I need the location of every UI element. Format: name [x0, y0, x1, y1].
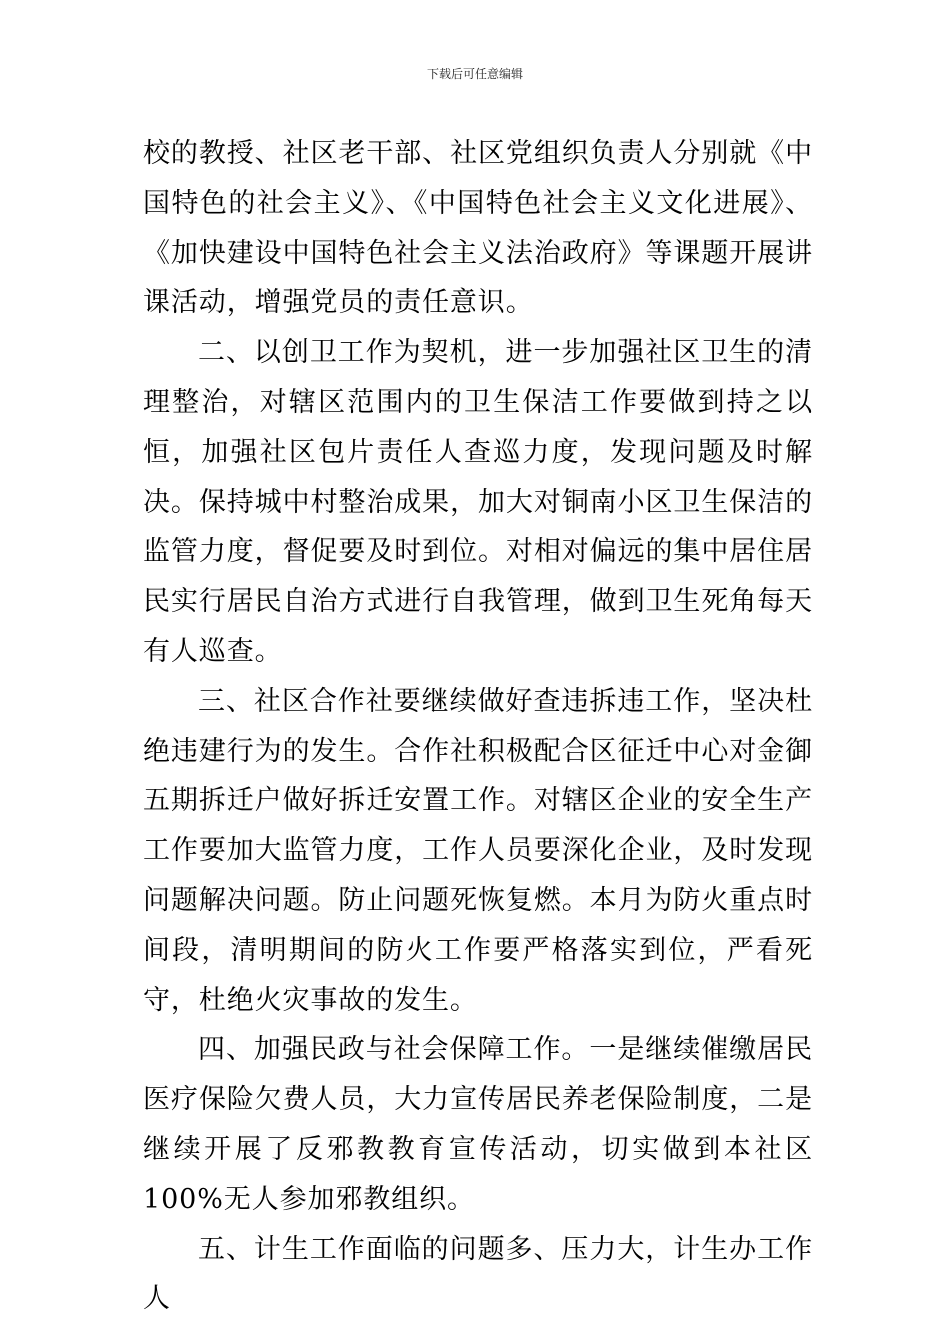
- paragraph-item-5: 五、计生工作面临的问题多、压力大，计生办工作人: [143, 1233, 813, 1315]
- document-body: [143, 129, 813, 1324]
- header-note: 下载后可任意编辑: [426, 67, 523, 81]
- paragraph-item-4: 四、加强民政与社会保障工作。一是继续催缴居民医疗保险欠费人员，大力宣传居民养老保险制度，二是继续开展了反邪教教育宣传活动，切实做到本社区 100%无人参加邪教组织。: [143, 1034, 813, 1215]
- paragraph-item-2: 二、以创卫工作为契机，进一步加强社区卫生的清理整治，对辖区范围内的卫生保洁工作要做到持之以恒，加强社区包片责任人查巡力度，发现问题及时解决。保持城中村整治成果，加大对铜南小区卫生保洁的监管力度，督促要及时到位。对相对偏远的集中居住居民实行居民自治方式进行自我管理，做到卫生死角每天有人巡查。: [143, 337, 813, 667]
- paragraph-continuation: 校的教授、社区老干部、社区党组织负责人分别就《中国特色的社会主义》、《中国特色社会主义文化进展》、《加快建设中国特色社会主义法治政府》等课题开展讲课活动，增强党员的责任意识。: [143, 138, 813, 319]
- paragraph-item-3: 三、社区合作社要继续做好查违拆违工作，坚决杜绝违建行为的发生。合作社积极配合区征迁中心对金御五期拆迁户做好拆迁安置工作。对辖区企业的安全生产工作要加大监管力度，工作人员要深化企业，及时发现问题解决问题。防止问题死恢复燃。本月为防火重点时间段，清明期间的防火工作要严格落实到位，严看死守，杜绝火灾事故的发生。: [143, 685, 813, 1016]
